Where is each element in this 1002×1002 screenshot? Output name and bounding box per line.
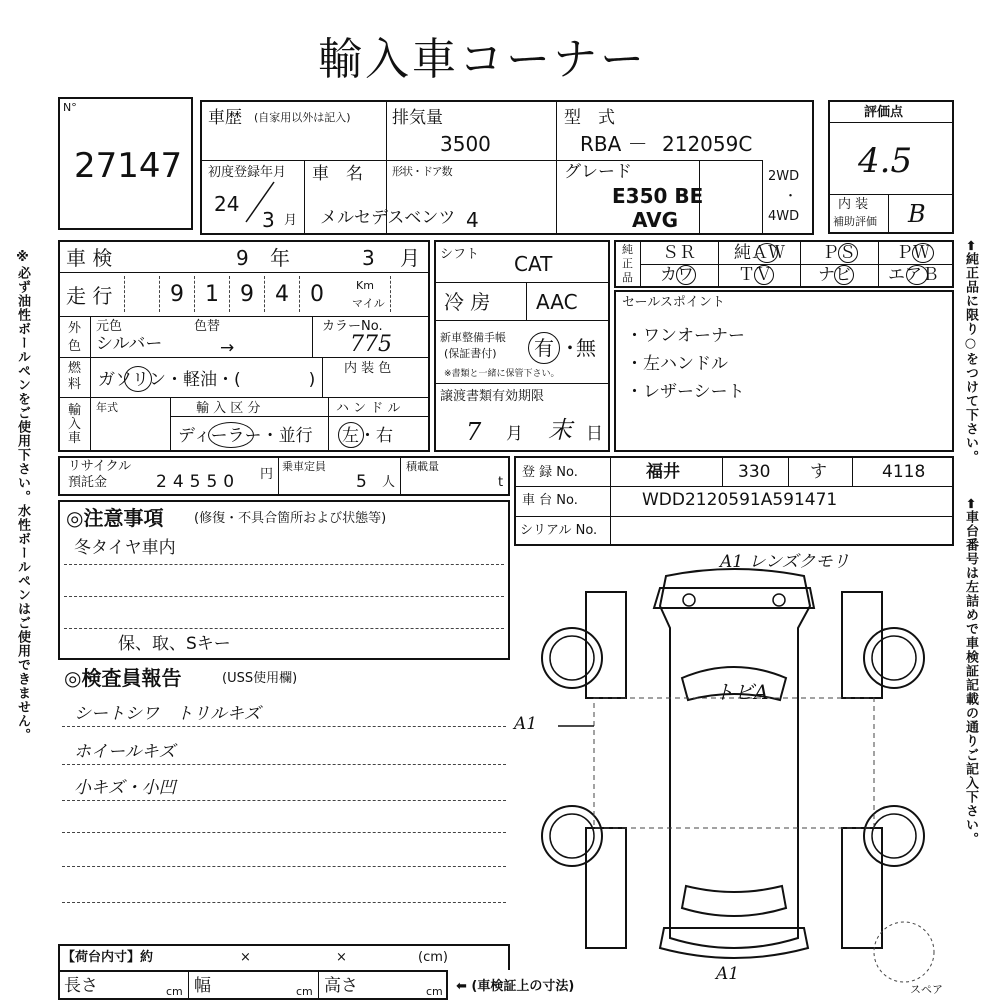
genuine-parts-grid <box>614 240 954 288</box>
notes-block <box>58 500 510 660</box>
spec-block-mid <box>434 240 610 452</box>
service-book-yes: 有 <box>534 336 554 360</box>
model-year-label: 年式 <box>96 401 118 414</box>
transfer-month-unit: 月 <box>506 424 523 444</box>
wheel-front-left <box>542 628 602 688</box>
exterior-label2: 色 <box>68 339 82 354</box>
transfer-day-unit: 日 <box>586 424 603 444</box>
lot-number-box <box>58 97 193 230</box>
genuine-pw-circle <box>912 243 934 263</box>
wheel-front-right <box>864 628 924 688</box>
mileage-digit: 1 <box>194 276 229 312</box>
genuine-navi-circle <box>834 265 854 285</box>
mileage-digit: 9 <box>229 276 264 312</box>
notes-subtitle: (修復・不具合箇所および状態等) <box>194 511 387 526</box>
model-label: 型 式 <box>564 108 615 128</box>
drive-sep: ・ <box>784 189 798 204</box>
history-label: 車歴 <box>208 108 242 128</box>
displacement-label: 排気量 <box>392 108 443 128</box>
chassis-label: 車 台 No. <box>522 493 578 508</box>
first-reg-label: 初度登録年月 <box>208 165 287 180</box>
fuel-options: ガソリン・軽油・( ) <box>98 370 316 390</box>
mileage-digits <box>124 276 334 312</box>
side-note-right-genuine: ⬅純正品に限り○をつけて下さい。 <box>962 240 978 464</box>
genuine-navi: ナビ <box>818 265 852 285</box>
genuine-sr: ＳＲ <box>662 243 696 263</box>
load-unit: t <box>498 475 504 490</box>
notes-line: 保、取、Sキー <box>118 634 231 654</box>
drive-4wd: 4WD <box>768 209 800 224</box>
registration-area: 福井 <box>646 462 680 482</box>
inspector-line: ホイールキズ <box>74 742 176 762</box>
mileage-digit <box>124 276 159 312</box>
color-code-label: カラーNo. <box>322 319 383 334</box>
car-name-label: 車 名 <box>312 164 363 184</box>
inspector-report <box>58 660 510 940</box>
wheel-rear-left <box>542 806 602 866</box>
shift-value: CAT <box>514 252 553 276</box>
interior-score-value: B <box>908 200 926 228</box>
shift-label: シフト <box>440 247 480 262</box>
grade-line2: AVG <box>632 208 679 232</box>
side-note-left: ※必ず油性ボールペンをご使用下さい。水性ボールペンはご使用できません。 <box>14 250 30 742</box>
front-damage-note: A1 レンズクモリ <box>720 552 850 572</box>
dimensions-row <box>58 970 448 1000</box>
capacity-unit: 人 <box>382 475 396 490</box>
import-type-value: ディーラー・並行 <box>178 426 313 446</box>
roof-damage-note: トビA <box>714 680 769 704</box>
length-unit: cm <box>166 985 183 998</box>
recycle-value: 24550 <box>156 472 241 492</box>
registration-kana: す <box>810 462 827 482</box>
serial-label: シリアル No. <box>520 523 598 538</box>
cargo-row <box>58 944 510 970</box>
front-bumper <box>654 588 814 608</box>
import-dealer-circle <box>208 422 254 448</box>
registration-number: 4118 <box>882 462 926 482</box>
color-code-value: 775 <box>350 332 392 357</box>
sales-points-label: セールスポイント <box>622 295 725 310</box>
interior-label1: 内 装 <box>838 197 869 212</box>
notes-line: 冬タイヤ車内 <box>74 538 176 558</box>
orig-color-value: シルバー <box>96 334 163 354</box>
genuine-tv-circle <box>754 265 774 285</box>
headlamp-left <box>683 594 695 606</box>
registration-label: 登 録 No. <box>522 465 578 480</box>
fuel-selected-circle <box>124 366 152 392</box>
mileage-unit-mile: マイル <box>352 297 385 310</box>
model-value: 212059C <box>662 132 753 156</box>
genuine-airbag-circle <box>906 265 928 285</box>
service-book-note: ※書類と一緒に保管下さい。 <box>444 369 560 379</box>
doors-value: 4 <box>466 208 479 232</box>
genuine-aw: 純ＡＷ <box>734 243 785 263</box>
side-note-right-chassis: ⬅車台番号は左詰めで車検証記載の通りご記入下さい。 <box>962 498 978 846</box>
wheel-rear-right <box>864 806 924 866</box>
height-label: 高さ <box>324 976 358 996</box>
inspection-month: 3 <box>362 246 375 270</box>
service-book-line1: 新車整備手帳 <box>440 331 506 344</box>
service-book-no: 無 <box>576 336 596 360</box>
spare-label: スペア <box>910 983 943 996</box>
transfer-month: 7 <box>466 418 482 446</box>
orig-color-label: 元色 <box>96 319 123 334</box>
import-type-label: 輸 入 区 分 <box>196 401 261 416</box>
right-rear-fender <box>842 828 882 948</box>
cargo-x2: × <box>336 950 347 965</box>
aircon-value: AAC <box>536 290 578 314</box>
recycle-label2: 預託金 <box>68 475 108 490</box>
inspection-year-unit: 年 <box>270 246 290 270</box>
registration-block <box>514 456 954 546</box>
rear-bumper <box>660 928 808 958</box>
color-change-label: 色替 <box>194 319 221 334</box>
grade-label: グレード <box>564 162 632 182</box>
displacement-value: 3500 <box>440 132 491 156</box>
cargo-unit: (cm) <box>418 950 448 965</box>
dimensions-note: ⬅ (車検証上の寸法) <box>456 979 575 994</box>
cargo-label: 【荷台内寸】約 <box>62 950 154 965</box>
inspector-line: シートシワ トリルキズ <box>74 704 261 724</box>
left-front-fender <box>586 592 626 698</box>
sales-point-item: ・左ハンドル <box>626 354 728 374</box>
import-label3: 車 <box>68 431 82 446</box>
service-book-yes-circle <box>528 332 560 364</box>
vehicle-info-block <box>200 100 814 235</box>
mileage-unit-km: Km <box>356 279 374 292</box>
aircon-label: 冷 房 <box>444 290 491 314</box>
genuine-l1: 純 <box>622 243 633 256</box>
rear-window <box>682 886 786 916</box>
height-unit: cm <box>426 985 443 998</box>
doors-label: 形状・ドア数 <box>392 165 452 178</box>
genuine-aw-circle <box>756 243 778 263</box>
recycle-row <box>58 456 510 496</box>
side-damage-note: A1 <box>514 714 538 734</box>
spec-block-left <box>58 240 430 452</box>
load-label: 積載量 <box>406 460 439 473</box>
drive-2wd: 2WD <box>768 169 800 184</box>
sales-points-box <box>614 290 954 452</box>
service-book-dot: ・ <box>560 336 580 360</box>
inspection-label: 車 検 <box>66 246 113 270</box>
genuine-l3: 品 <box>622 271 633 284</box>
width-unit: cm <box>296 985 313 998</box>
transfer-day: 末 <box>548 416 572 444</box>
exterior-label1: 外 <box>68 321 82 336</box>
transfer-label: 譲渡書類有効期限 <box>440 389 545 404</box>
page-title: 輸入車コーナー <box>318 34 647 85</box>
mileage-label: 走 行 <box>66 284 113 308</box>
handle-value: 左・右 <box>342 426 393 446</box>
lot-number: 27147 <box>74 146 183 186</box>
genuine-ps-circle <box>838 243 858 263</box>
handle-left-circle <box>338 422 364 448</box>
first-reg-month: 3 <box>262 208 275 232</box>
registration-class: 330 <box>738 462 771 482</box>
sales-point-item: ・レザーシート <box>626 382 745 402</box>
inspector-title: ◎検査員報告 <box>64 666 182 690</box>
score-box <box>828 100 954 234</box>
handle-label: ハ ン ド ル <box>336 401 401 416</box>
notes-title: ◎注意事項 <box>66 506 164 530</box>
inspection-month-unit: 月 <box>400 246 420 270</box>
inspector-line: 小キズ・小凹 <box>74 778 176 798</box>
genuine-tv: ＴＶ <box>738 265 772 285</box>
sales-point-item: ・ワンオーナー <box>626 326 745 346</box>
car-name-value: メルセデスベンツ <box>320 208 456 228</box>
inspector-subtitle: (USS使用欄) <box>222 671 298 686</box>
fuel-label2: 料 <box>68 377 82 392</box>
color-change-arrow: → <box>220 338 235 358</box>
service-book-line2: (保証書付) <box>444 347 497 360</box>
interior-color-label: 内 装 色 <box>344 361 392 376</box>
lot-prefix: N° <box>63 101 77 114</box>
history-note: (自家用以外は記入) <box>254 111 351 124</box>
rear-damage-note: A1 <box>716 964 740 984</box>
chassis-value: WDD2120591A591471 <box>642 490 838 510</box>
genuine-airbag: エアＢ <box>888 265 939 285</box>
car-diagram <box>514 548 954 998</box>
grade-line1: E350 BE <box>612 184 704 208</box>
interior-label2: 補助評価 <box>833 215 877 228</box>
recycle-label1: リサイクル <box>68 459 132 474</box>
genuine-ps: ＰＳ <box>822 243 856 263</box>
score-value: 4.5 <box>858 141 913 181</box>
headlamp-right <box>773 594 785 606</box>
mileage-digit: 4 <box>264 276 299 312</box>
capacity-value: 5 <box>356 472 367 492</box>
inspection-year: 9 <box>236 246 249 270</box>
mileage-digit: 9 <box>159 276 194 312</box>
mileage-digit: 0 <box>299 276 334 312</box>
genuine-kawa: カワ <box>660 265 694 285</box>
genuine-pw: ＰＷ <box>896 243 930 263</box>
fuel-label1: 燃 <box>68 361 82 376</box>
first-reg-year: 24 <box>214 192 240 216</box>
floor-area <box>594 698 874 828</box>
import-label2: 入 <box>68 417 82 432</box>
genuine-l2: 正 <box>622 257 633 270</box>
capacity-label: 乗車定員 <box>282 460 326 473</box>
score-label: 評価点 <box>864 105 904 120</box>
genuine-kawa-circle <box>676 265 696 285</box>
model-prefix: RBA － <box>580 132 648 156</box>
cargo-x1: × <box>240 950 251 965</box>
length-label: 長さ <box>64 976 98 996</box>
width-label: 幅 <box>194 976 211 996</box>
first-reg-month-unit: 月 <box>284 213 298 228</box>
import-label1: 輸 <box>68 403 82 418</box>
recycle-unit: 円 <box>260 467 274 482</box>
